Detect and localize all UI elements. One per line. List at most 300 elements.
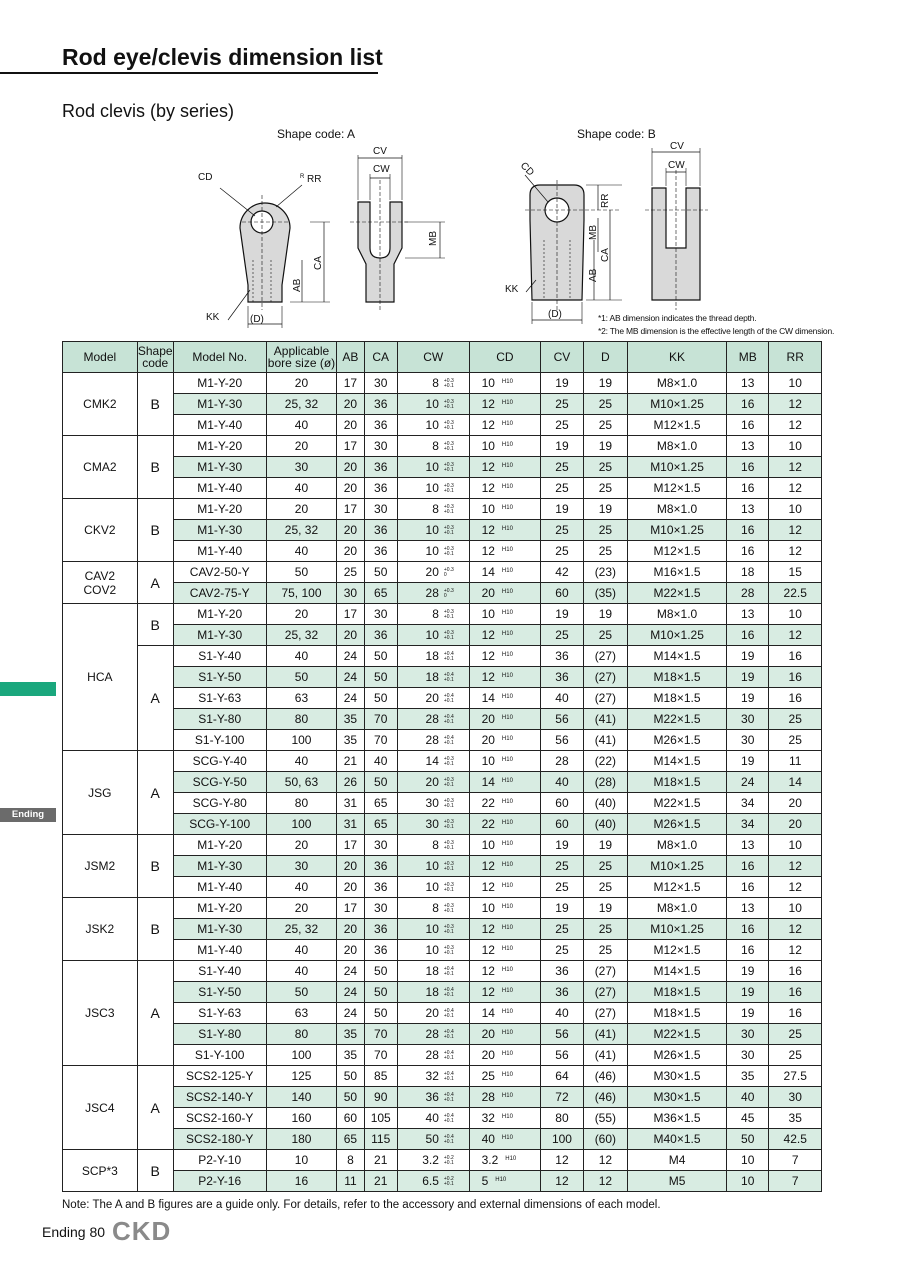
cell-rr: 42.5 — [769, 1129, 822, 1150]
cell-bore: 20 — [266, 604, 337, 625]
cw-tolerance: +0.3 +0.1 — [443, 860, 454, 872]
cell-bore: 25, 32 — [266, 394, 337, 415]
cell-ca: 65 — [364, 793, 397, 814]
cell-bore: 40 — [266, 961, 337, 982]
cell-cd: 40 $^{H10}$ — [469, 1129, 541, 1150]
cell-model-no: SCS2-180-Y — [173, 1129, 266, 1150]
r-mark-label: R — [300, 174, 305, 180]
cell-ab: 20 — [337, 541, 364, 562]
cw-tolerance: +0.4 +0.1 — [443, 1133, 454, 1145]
cell-rr: 20 — [769, 814, 822, 835]
cw-tolerance: +0.3 +0.1 — [443, 944, 454, 956]
cw-tolerance: +0.4 +0.1 — [443, 1007, 454, 1019]
cell-cv: 60 — [541, 583, 583, 604]
cell-ca: 50 — [364, 1003, 397, 1024]
cell-cw: 6.5 +0.2 +0.1 — [397, 1171, 469, 1192]
cell-rr: 11 — [769, 751, 822, 772]
cell-bore: 40 — [266, 751, 337, 772]
cw-tolerance: +0.2 +0.1 — [443, 1154, 454, 1166]
cell-cv: 36 — [541, 961, 583, 982]
cell-cw: 10 +0.3 +0.1 — [397, 856, 469, 877]
cell-model: JSK2 — [63, 898, 138, 961]
cell-cd: 3.2 $^{H10}$ — [469, 1150, 541, 1171]
cell-rr: 12 — [769, 919, 822, 940]
cell-mb: 16 — [727, 940, 769, 961]
cell-rr: 10 — [769, 604, 822, 625]
cell-ab: 20 — [337, 625, 364, 646]
cell-rr: 25 — [769, 730, 822, 751]
cell-cd: 12 $^{H10}$ — [469, 625, 541, 646]
cell-mb: 34 — [727, 793, 769, 814]
cell-cw: 10 +0.3 +0.1 — [397, 520, 469, 541]
cell-rr: 35 — [769, 1108, 822, 1129]
cell-cw: 8 +0.3 +0.1 — [397, 499, 469, 520]
cell-mb: 19 — [727, 688, 769, 709]
cell-model-no: S1-Y-80 — [173, 709, 266, 730]
cell-ca: 70 — [364, 730, 397, 751]
cell-cd: 22 $^{H10}$ — [469, 814, 541, 835]
cell-bore: 20 — [266, 373, 337, 394]
table-row — [63, 478, 822, 499]
cell-cv: 19 — [541, 835, 583, 856]
table-row — [63, 415, 822, 436]
cell-cv: 56 — [541, 709, 583, 730]
cell-cv: 80 — [541, 1108, 583, 1129]
cell-kk: M18×1.5 — [628, 982, 727, 1003]
rr-label-b: RR — [600, 193, 611, 208]
cell-kk: M26×1.5 — [628, 730, 727, 751]
table-row — [63, 772, 822, 793]
cell-mb: 19 — [727, 982, 769, 1003]
cell-cd: 25 $^{H10}$ — [469, 1066, 541, 1087]
cell-cv: 36 — [541, 982, 583, 1003]
cell-cw: 8 +0.3 +0.1 — [397, 835, 469, 856]
cv-label-b: CV — [670, 141, 684, 152]
cell-ab: 20 — [337, 856, 364, 877]
cell-mb: 28 — [727, 583, 769, 604]
cell-cv: 36 — [541, 667, 583, 688]
cell-cw: 30 +0.3 +0.1 — [397, 814, 469, 835]
cell-d: 25 — [583, 877, 627, 898]
cell-d: (40) — [583, 814, 627, 835]
cell-kk: M12×1.5 — [628, 478, 727, 499]
cell-model-no: M1-Y-40 — [173, 541, 266, 562]
cell-ca: 30 — [364, 898, 397, 919]
cell-bore: 80 — [266, 1024, 337, 1045]
cell-d: 19 — [583, 898, 627, 919]
cell-model-no: S1-Y-63 — [173, 1003, 266, 1024]
table-row — [63, 625, 822, 646]
table-row — [63, 835, 822, 856]
cell-d: (27) — [583, 688, 627, 709]
cell-model-no: M1-Y-20 — [173, 373, 266, 394]
table-note: Note: The A and B figures are a guide only. For details, refer to the accessory and external dimensions of each model. — [62, 1199, 661, 1211]
cell-rr: 22.5 — [769, 583, 822, 604]
cell-d: (28) — [583, 772, 627, 793]
table-row — [63, 982, 822, 1003]
col-d: D — [583, 342, 627, 373]
cell-cw: 10 +0.3 +0.1 — [397, 940, 469, 961]
cell-cw: 8 +0.3 +0.1 — [397, 898, 469, 919]
cell-cw: 28 +0.4 +0.1 — [397, 1045, 469, 1066]
cell-model-no: SCS2-160-Y — [173, 1108, 266, 1129]
cell-model-no: M1-Y-20 — [173, 499, 266, 520]
cell-bore: 30 — [266, 856, 337, 877]
cw-tolerance: +0.3 +0.1 — [443, 818, 454, 830]
d-label: (D) — [250, 314, 264, 325]
cell-d: (60) — [583, 1129, 627, 1150]
cell-d: 25 — [583, 394, 627, 415]
cell-shape: B — [137, 898, 173, 961]
cw-tolerance: +0.2 +0.1 — [443, 1175, 454, 1187]
table-row — [63, 898, 822, 919]
cell-ab: 20 — [337, 520, 364, 541]
cell-cd: 14 $^{H10}$ — [469, 772, 541, 793]
cell-kk: M10×1.25 — [628, 856, 727, 877]
cell-rr: 25 — [769, 1024, 822, 1045]
cell-mb: 13 — [727, 898, 769, 919]
dimension-table — [62, 341, 822, 1192]
cell-cv: 40 — [541, 772, 583, 793]
cv-label: CV — [373, 146, 387, 157]
cell-ca: 36 — [364, 415, 397, 436]
cell-mb: 34 — [727, 814, 769, 835]
cell-cv: 64 — [541, 1066, 583, 1087]
cell-ca: 21 — [364, 1171, 397, 1192]
cell-mb: 50 — [727, 1129, 769, 1150]
cell-rr: 12 — [769, 877, 822, 898]
cell-mb: 45 — [727, 1108, 769, 1129]
col-model-no: Model No. — [173, 342, 266, 373]
cell-ab: 50 — [337, 1087, 364, 1108]
cw-label: CW — [373, 164, 390, 175]
cell-ca: 36 — [364, 940, 397, 961]
mb-label-b: MB — [588, 225, 599, 240]
cell-shape: A — [137, 961, 173, 1066]
cell-model-no: S1-Y-50 — [173, 667, 266, 688]
cw-tolerance: +0.3 +0.1 — [443, 902, 454, 914]
cw-label-b: CW — [668, 160, 685, 171]
table-row — [63, 457, 822, 478]
cell-ca: 30 — [364, 436, 397, 457]
cell-cd: 10 $^{H10}$ — [469, 898, 541, 919]
cell-cd: 12 $^{H10}$ — [469, 940, 541, 961]
cell-ab: 24 — [337, 688, 364, 709]
cell-cw: 28 +0.4 +0.1 — [397, 1024, 469, 1045]
cell-cv: 25 — [541, 520, 583, 541]
cell-cd: 20 $^{H10}$ — [469, 583, 541, 604]
cell-cd: 20 $^{H10}$ — [469, 730, 541, 751]
cell-ab: 50 — [337, 1066, 364, 1087]
cell-bore: 20 — [266, 835, 337, 856]
cell-cv: 25 — [541, 457, 583, 478]
table-row — [63, 604, 822, 625]
cell-d: 25 — [583, 940, 627, 961]
cell-kk: M4 — [628, 1150, 727, 1171]
cell-ca: 50 — [364, 961, 397, 982]
cell-model-no: P2-Y-16 — [173, 1171, 266, 1192]
cell-kk: M10×1.25 — [628, 457, 727, 478]
table-row — [63, 1129, 822, 1150]
cell-ca: 36 — [364, 856, 397, 877]
cell-bore: 100 — [266, 814, 337, 835]
table-row — [63, 583, 822, 604]
title-underline — [0, 72, 378, 74]
cell-cd: 10 $^{H10}$ — [469, 499, 541, 520]
cell-kk: M5 — [628, 1171, 727, 1192]
table-row — [63, 499, 822, 520]
cell-kk: M10×1.25 — [628, 625, 727, 646]
table-row — [63, 814, 822, 835]
cell-ab: 17 — [337, 898, 364, 919]
col-shape: Shape code — [137, 342, 173, 373]
table-row — [63, 1003, 822, 1024]
cell-shape: B — [137, 835, 173, 898]
ca-label: CA — [313, 256, 324, 270]
footnote-2: *2: The MB dimension is the effective length of the CW dimension. — [598, 326, 835, 336]
cell-kk: M30×1.5 — [628, 1066, 727, 1087]
cell-model: HCA — [63, 604, 138, 751]
table-row — [63, 646, 822, 667]
cell-mb: 18 — [727, 562, 769, 583]
cell-mb: 16 — [727, 520, 769, 541]
cell-model: JSM2 — [63, 835, 138, 898]
table-row — [63, 1024, 822, 1045]
table-row — [63, 1087, 822, 1108]
cell-rr: 10 — [769, 835, 822, 856]
ending-side-tab[interactable]: Ending — [0, 808, 56, 822]
cell-cd: 10 $^{H10}$ — [469, 751, 541, 772]
cell-mb: 35 — [727, 1066, 769, 1087]
cell-model-no: M1-Y-30 — [173, 520, 266, 541]
cell-cd: 12 $^{H10}$ — [469, 478, 541, 499]
cell-cd: 12 $^{H10}$ — [469, 394, 541, 415]
cell-kk: M14×1.5 — [628, 961, 727, 982]
cell-bore: 50 — [266, 562, 337, 583]
cell-rr: 14 — [769, 772, 822, 793]
cell-rr: 16 — [769, 667, 822, 688]
cell-cv: 12 — [541, 1171, 583, 1192]
cell-model: SCP*3 — [63, 1150, 138, 1192]
cell-mb: 16 — [727, 919, 769, 940]
cell-cd: 12 $^{H10}$ — [469, 520, 541, 541]
cell-ab: 24 — [337, 961, 364, 982]
shape-b-label: Shape code: B — [577, 127, 656, 141]
cell-mb: 19 — [727, 961, 769, 982]
table-row — [63, 373, 822, 394]
cell-ca: 50 — [364, 772, 397, 793]
cw-tolerance: +0.4 +0.1 — [443, 650, 454, 662]
cell-cv: 19 — [541, 373, 583, 394]
cell-cw: 28 +0.3 0 — [397, 583, 469, 604]
cell-d: 25 — [583, 478, 627, 499]
cell-ca: 30 — [364, 373, 397, 394]
cell-d: 25 — [583, 541, 627, 562]
cell-cw: 40 +0.4 +0.1 — [397, 1108, 469, 1129]
cell-mb: 16 — [727, 856, 769, 877]
cell-ca: 36 — [364, 541, 397, 562]
d-label-b: (D) — [548, 309, 562, 320]
cw-tolerance: +0.3 +0.1 — [443, 629, 454, 641]
cell-model: JSC4 — [63, 1066, 138, 1150]
cell-cd: 12 $^{H10}$ — [469, 919, 541, 940]
cell-rr: 12 — [769, 394, 822, 415]
cell-mb: 13 — [727, 436, 769, 457]
ab-label-b: AB — [588, 268, 599, 282]
cell-d: (22) — [583, 751, 627, 772]
cell-model-no: M1-Y-20 — [173, 436, 266, 457]
cell-cw: 32 +0.4 +0.1 — [397, 1066, 469, 1087]
table-row — [63, 1150, 822, 1171]
cell-kk: M10×1.25 — [628, 394, 727, 415]
table-row — [63, 709, 822, 730]
cw-tolerance: +0.3 +0.1 — [443, 797, 454, 809]
cell-cd: 12 $^{H10}$ — [469, 646, 541, 667]
cell-cv: 56 — [541, 730, 583, 751]
cw-tolerance: +0.3 +0.1 — [443, 398, 454, 410]
table-row — [63, 751, 822, 772]
ab-label: AB — [292, 278, 303, 292]
col-mb: MB — [727, 342, 769, 373]
cell-kk: M18×1.5 — [628, 667, 727, 688]
cell-kk: M8×1.0 — [628, 604, 727, 625]
cell-cd: 10 $^{H10}$ — [469, 604, 541, 625]
cell-mb: 16 — [727, 625, 769, 646]
cell-ca: 70 — [364, 1045, 397, 1066]
cell-rr: 10 — [769, 898, 822, 919]
col-cw: CW — [397, 342, 469, 373]
cell-model-no: M1-Y-40 — [173, 940, 266, 961]
cell-cv: 19 — [541, 604, 583, 625]
cell-kk: M12×1.5 — [628, 415, 727, 436]
cell-d: 25 — [583, 625, 627, 646]
cell-ab: 24 — [337, 667, 364, 688]
cell-ab: 20 — [337, 394, 364, 415]
cell-rr: 16 — [769, 688, 822, 709]
cell-mb: 40 — [727, 1087, 769, 1108]
cell-ca: 36 — [364, 457, 397, 478]
cell-rr: 10 — [769, 373, 822, 394]
cell-model-no: M1-Y-30 — [173, 625, 266, 646]
cell-cv: 72 — [541, 1087, 583, 1108]
cell-model-no: S1-Y-50 — [173, 982, 266, 1003]
cell-d: 12 — [583, 1150, 627, 1171]
cell-rr: 12 — [769, 541, 822, 562]
cell-cd: 20 $^{H10}$ — [469, 709, 541, 730]
cell-kk: M26×1.5 — [628, 1045, 727, 1066]
cell-cw: 10 +0.3 +0.1 — [397, 877, 469, 898]
cell-cd: 12 $^{H10}$ — [469, 457, 541, 478]
cell-ab: 65 — [337, 1129, 364, 1150]
kk-label: KK — [206, 312, 220, 323]
cell-kk: M22×1.5 — [628, 793, 727, 814]
cell-kk: M22×1.5 — [628, 583, 727, 604]
cw-tolerance: +0.3 +0.1 — [443, 881, 454, 893]
cell-mb: 13 — [727, 499, 769, 520]
cell-cv: 42 — [541, 562, 583, 583]
cell-bore: 180 — [266, 1129, 337, 1150]
cell-rr: 7 — [769, 1150, 822, 1171]
cell-ca: 70 — [364, 709, 397, 730]
table-row — [63, 1171, 822, 1192]
col-kk: KK — [628, 342, 727, 373]
cw-tolerance: +0.4 +0.1 — [443, 713, 454, 725]
cell-model: CKV2 — [63, 499, 138, 562]
cell-cd: 5 $^{H10}$ — [469, 1171, 541, 1192]
cw-tolerance: +0.3 +0.1 — [443, 608, 454, 620]
cell-ca: 36 — [364, 478, 397, 499]
cell-d: (41) — [583, 709, 627, 730]
cell-rr: 16 — [769, 961, 822, 982]
cell-rr: 20 — [769, 793, 822, 814]
cell-d: (35) — [583, 583, 627, 604]
cell-ca: 21 — [364, 1150, 397, 1171]
cell-ab: 30 — [337, 583, 364, 604]
cw-tolerance: +0.3 +0.1 — [443, 545, 454, 557]
cell-kk: M12×1.5 — [628, 541, 727, 562]
table-row — [63, 1108, 822, 1129]
cell-shape: B — [137, 604, 173, 646]
cell-model-no: M1-Y-30 — [173, 856, 266, 877]
cell-kk: M40×1.5 — [628, 1129, 727, 1150]
cell-kk: M8×1.0 — [628, 373, 727, 394]
table-row — [63, 1045, 822, 1066]
cell-ca: 65 — [364, 583, 397, 604]
cell-cd: 20 $^{H10}$ — [469, 1024, 541, 1045]
cell-d: (23) — [583, 562, 627, 583]
cell-kk: M14×1.5 — [628, 646, 727, 667]
cell-ab: 17 — [337, 499, 364, 520]
cell-kk: M22×1.5 — [628, 709, 727, 730]
cell-ca: 30 — [364, 499, 397, 520]
cell-ab: 20 — [337, 415, 364, 436]
col-cv: CV — [541, 342, 583, 373]
cell-bore: 80 — [266, 793, 337, 814]
table-row — [63, 961, 822, 982]
cell-bore: 10 — [266, 1150, 337, 1171]
cell-model-no: M1-Y-30 — [173, 919, 266, 940]
cell-cv: 25 — [541, 877, 583, 898]
cell-bore: 40 — [266, 415, 337, 436]
cell-mb: 30 — [727, 730, 769, 751]
cell-cw: 10 +0.3 +0.1 — [397, 478, 469, 499]
cell-model-no: M1-Y-20 — [173, 835, 266, 856]
cell-d: 25 — [583, 919, 627, 940]
cell-model-no: M1-Y-20 — [173, 604, 266, 625]
cell-bore: 30 — [266, 457, 337, 478]
table-row — [63, 877, 822, 898]
cw-tolerance: +0.3 0 — [443, 587, 454, 599]
cell-rr: 12 — [769, 940, 822, 961]
cell-kk: M16×1.5 — [628, 562, 727, 583]
cell-cw: 10 +0.3 +0.1 — [397, 625, 469, 646]
cell-model: JSC3 — [63, 961, 138, 1066]
cell-d: 25 — [583, 856, 627, 877]
cell-rr: 12 — [769, 457, 822, 478]
cell-mb: 24 — [727, 772, 769, 793]
cell-bore: 40 — [266, 646, 337, 667]
cell-ca: 30 — [364, 835, 397, 856]
cell-cw: 20 +0.4 +0.1 — [397, 688, 469, 709]
cell-cd: 12 $^{H10}$ — [469, 415, 541, 436]
cell-d: 25 — [583, 457, 627, 478]
cell-ab: 11 — [337, 1171, 364, 1192]
ca-label-b: CA — [600, 248, 611, 262]
cw-tolerance: +0.3 +0.1 — [443, 461, 454, 473]
cell-rr: 30 — [769, 1087, 822, 1108]
cell-cv: 56 — [541, 1045, 583, 1066]
cell-kk: M8×1.0 — [628, 436, 727, 457]
